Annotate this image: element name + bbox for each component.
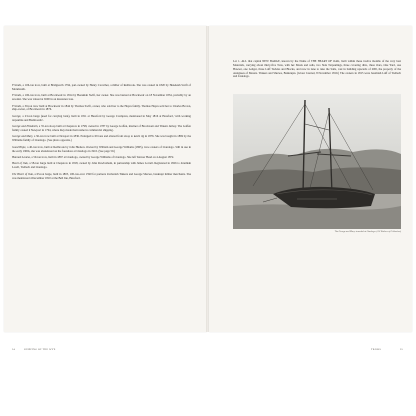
ship-entry bbox=[12, 125, 191, 133]
right-page bbox=[209, 26, 412, 351]
ship-entry bbox=[12, 146, 191, 154]
auction-notice-text: Lot 1. ALL that capital NEW BARGE, known by the Name of THE HEART OF OAK, built within these twelve months of the very best Materials, carrying about thirty-five Tons, with her Masts and sails, two Side Tarpaulings, three covering ditto, three Oars, One Yard, one Hawser, one Ledger, three Luff Tackles and Blocks, and now in tune to take the Sails, cast in building upwards of 200l, the property of the Assignees of Messrs. Tinkers and Shrewe, Bankrupts. (Glouc Journal, 8 November 1810.) The owners in 1815 were Jeremiah Luff of Trellech and Llandogo. bbox=[233, 59, 401, 79]
ship-description: a 58-ton barge built at Chepstow in 1818, owned by John Rowbotham, in partnership with James Lorrell. Registered in 1826 to Jeremiah Lorell, Trellech and Llandogo. bbox=[12, 161, 191, 170]
ship-name: Hannah Louisa, bbox=[12, 154, 31, 159]
ship-name: George and Elizabeth, bbox=[12, 124, 39, 129]
right-running-head: TROWS bbox=[371, 348, 381, 351]
ship-entry bbox=[12, 84, 191, 92]
ship-entry bbox=[12, 115, 191, 123]
left-running-head: SHIPPING OF THE WYE bbox=[24, 348, 56, 351]
photo-caption: The George and Mary stranded at Llandogo. (Jill Walters of Collection) bbox=[334, 231, 401, 233]
ship-name: Friends, bbox=[12, 93, 22, 98]
ship-description: a 40-ton trow, built at Redbrook by John Hudson. Owned by William and George Williams (1865), trow-owners of Llandogo. Still in use in the early 1900s, she was abandoned on the foreshore at Llandogo in 1910. (See page 50.) bbox=[12, 144, 191, 153]
ship-description: a 106-ton trow, built at Bridgnorth 1794, part-owned by Henry Crowther, a miller of Redbrook. She was owned in 1820 by Hezekiah Swift of Monmouth. bbox=[12, 83, 191, 91]
ship-description: a 30-ton trow built at Brockweir in 1844 by Thomas Swift, owner, who sold her to the Hayes family. Thomas Hayes sold her to Charles Brown, ship-owner, of Brockweir in 1876. bbox=[12, 103, 191, 112]
ship-name: George and Mary, bbox=[12, 134, 34, 139]
ship-entry bbox=[12, 156, 191, 160]
ship-name: Heart of Oak, bbox=[12, 161, 29, 166]
ship-name: Friends, bbox=[12, 83, 22, 87]
ship-entry bbox=[12, 135, 191, 143]
ship-description: a 106-ton trow, built at Brockweir in 1814 by Hezekiah Swift, her owner. She was burned at Brockweir on 18 November 1834, probably by an arsonist. She was valued at £600 in an insurance loss. bbox=[12, 93, 191, 102]
ship-description: a 59-ton trow, built in 1867 at Llandogo, owned by George Williams of Llandogo. She left Tenwer Head on 4 August 1872. bbox=[31, 154, 175, 159]
photo-illustration bbox=[233, 94, 401, 229]
ship-entries-list bbox=[12, 84, 191, 183]
ship-name: The Heart of Oak, bbox=[12, 171, 34, 176]
ship-name: Good Hope, bbox=[12, 144, 27, 149]
ship-entry bbox=[12, 105, 191, 113]
ship-entry bbox=[12, 173, 191, 181]
ship-description: a 63-ton barge, built in 1805, 100-ton-over 1590 for partners Zachariah Tinkers and George Shrewe, bankrupt timber merchants. She was mentioned 4 December 1810 at the Bell Inn, Hereford. bbox=[12, 171, 191, 180]
ship-entry bbox=[12, 94, 191, 102]
ship-entry bbox=[12, 162, 191, 170]
left-page bbox=[4, 26, 207, 351]
ship-description: a 36-ton trow built at Newport in 1836. Enlarged to 69 tons and altered from sloop to ketch rig in 1876. She was bought in 1869 by the Williams family of Llandogo. (See photo opposite.) bbox=[12, 134, 191, 143]
left-page-number: 34 bbox=[12, 348, 15, 351]
right-page-number: 35 bbox=[400, 348, 403, 351]
ship-name: Friends, bbox=[12, 103, 22, 108]
ship-description: a 23-ton barge (used for carrying bark), built in 1811 at Hereford by George Crompton, mentioned in May 1816 at Hereford, 'with working tarpaulins and Barkboards'. bbox=[12, 113, 191, 122]
sailing-vessel-photo bbox=[233, 94, 401, 229]
ship-name: George, bbox=[12, 113, 22, 118]
ship-description: a 35-ton sloop built at Chepstow in 1798, owned in 1787 by George Goffen, mariner of Brockweir and Tintern Abbey. The Goffen family owned it Newport in 1794, where they made their name in commercial shipping. bbox=[12, 124, 191, 132]
